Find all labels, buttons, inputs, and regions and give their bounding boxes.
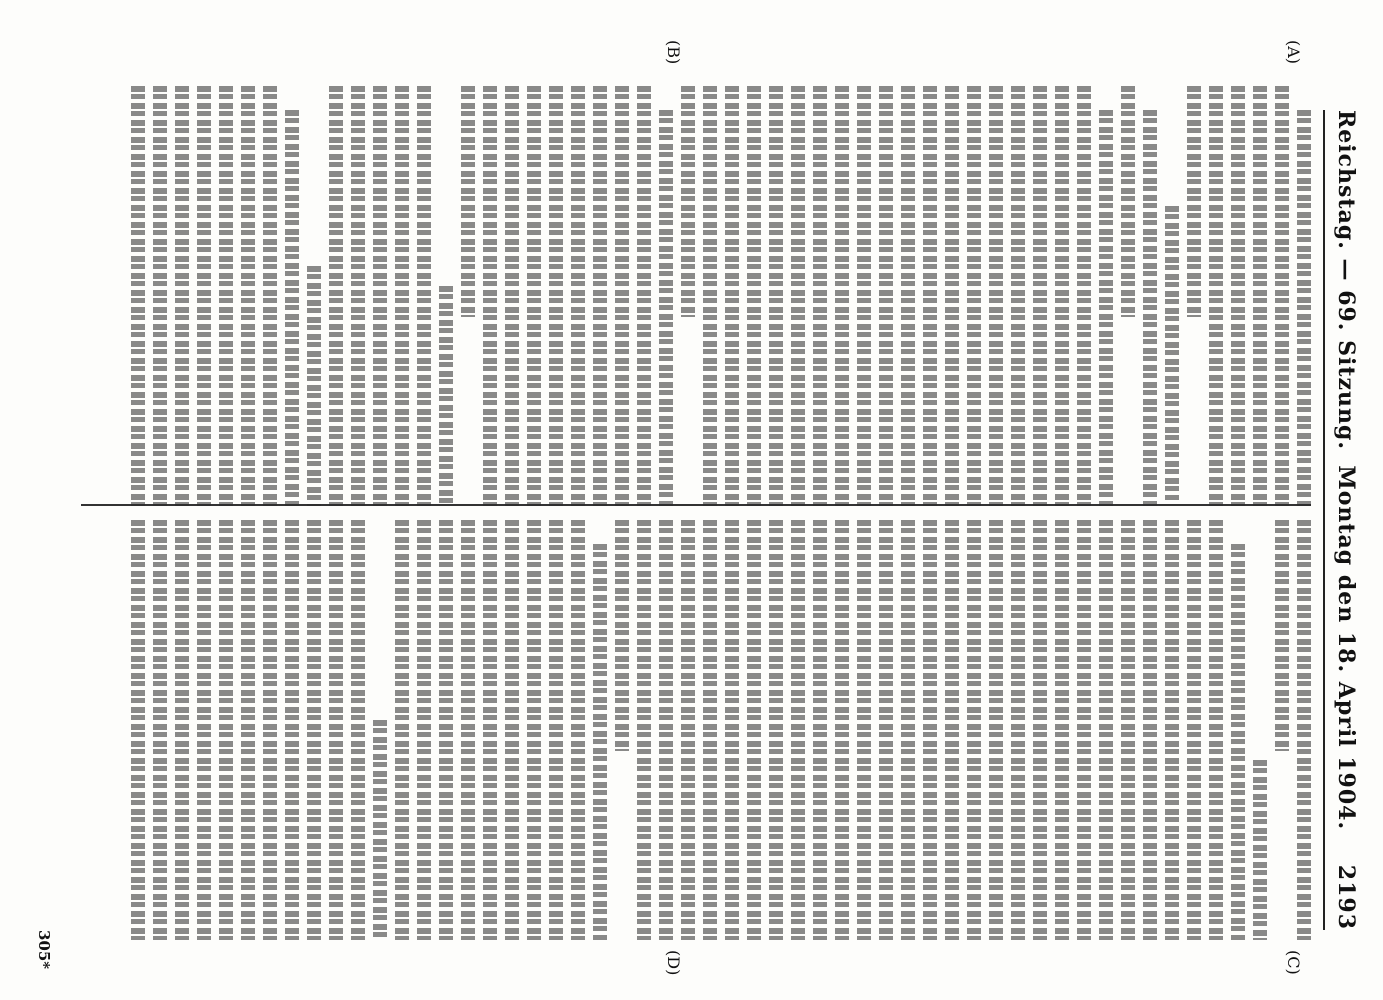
text-line (131, 86, 145, 506)
text-line (857, 520, 871, 940)
header-left: Reichstag. — 69. Sitzung. (1333, 110, 1359, 451)
running-header (1323, 110, 1365, 930)
text-line (681, 86, 695, 317)
text-line (659, 520, 673, 940)
text-line (1231, 86, 1245, 506)
text-line (813, 520, 827, 940)
text-line (1297, 110, 1311, 506)
text-line (197, 520, 211, 940)
text-line (813, 86, 827, 506)
text-line (1011, 86, 1025, 506)
text-line (791, 520, 805, 940)
text-line (725, 520, 739, 940)
text-line (505, 520, 519, 940)
text-line (417, 520, 431, 940)
text-line (219, 520, 233, 940)
text-line (725, 86, 739, 506)
text-line (1165, 206, 1179, 500)
text-line (153, 520, 167, 940)
text-line (329, 520, 343, 940)
left-column (81, 86, 1311, 506)
text-line (1099, 110, 1113, 506)
text-line (857, 86, 871, 506)
text-line (1099, 520, 1113, 940)
text-line (175, 520, 189, 940)
text-line (967, 86, 981, 506)
text-line (219, 86, 233, 506)
text-line (835, 520, 849, 940)
text-line (373, 86, 387, 506)
text-line (703, 520, 717, 940)
text-line (263, 520, 277, 940)
text-line (571, 86, 585, 506)
text-line (263, 86, 277, 506)
text-line (593, 544, 607, 940)
text-line (1209, 86, 1223, 506)
text-line (197, 86, 211, 506)
text-line (549, 520, 563, 940)
text-line (615, 520, 629, 751)
text-line (549, 86, 563, 506)
text-line (395, 520, 409, 940)
text-line (615, 86, 629, 506)
text-line (1055, 520, 1069, 940)
text-line (967, 520, 981, 940)
text-line (1143, 520, 1157, 940)
text-line (1187, 520, 1201, 940)
margin-mark-c: (C) (1284, 950, 1303, 975)
text-line (703, 86, 717, 506)
text-line (527, 86, 541, 506)
text-line (1077, 520, 1091, 940)
text-line (1253, 86, 1267, 506)
text-line (175, 86, 189, 506)
text-line (285, 520, 299, 940)
text-line (417, 86, 431, 506)
text-line (1033, 86, 1047, 506)
text-line (395, 86, 409, 506)
text-line (483, 86, 497, 506)
text-line (791, 86, 805, 506)
text-line (131, 520, 145, 940)
text-line (989, 86, 1003, 506)
text-line (1297, 520, 1311, 940)
right-column (81, 520, 1311, 940)
text-line (1165, 520, 1179, 940)
text-line (307, 266, 321, 506)
text-line (681, 520, 695, 940)
text-line (483, 520, 497, 940)
text-line (351, 520, 365, 940)
text-line (351, 86, 365, 506)
margin-mark-d: (D) (664, 950, 683, 976)
text-line (593, 86, 607, 506)
margin-mark-b: (B) (664, 40, 683, 65)
text-line (1121, 520, 1135, 940)
text-line (1209, 520, 1223, 940)
text-line (945, 520, 959, 940)
text-line (241, 86, 255, 506)
margin-mark-a: (A) (1284, 40, 1303, 65)
text-line (285, 110, 299, 506)
header-right: Montag den 18. April 1904. 2193 (1333, 465, 1359, 930)
text-line (153, 86, 167, 506)
text-line (637, 86, 651, 506)
text-line (747, 86, 761, 506)
text-line (1253, 760, 1267, 940)
text-line (241, 520, 255, 940)
text-line (461, 86, 475, 317)
text-line (439, 520, 453, 940)
text-line (527, 520, 541, 940)
text-line (1121, 86, 1135, 317)
text-line (901, 520, 915, 940)
text-line (923, 86, 937, 506)
text-line (1275, 520, 1289, 751)
text-line (659, 110, 673, 506)
text-line (835, 86, 849, 506)
text-line (329, 86, 343, 506)
text-line (1143, 110, 1157, 506)
text-line (1231, 544, 1245, 940)
text-line (769, 86, 783, 506)
text-line (1011, 520, 1025, 940)
text-line (637, 520, 651, 940)
text-line (879, 86, 893, 506)
page-number: 2193 (1333, 864, 1359, 930)
page-signature: 305* (35, 930, 53, 970)
text-line (373, 720, 387, 940)
text-line (945, 86, 959, 506)
text-line (989, 520, 1003, 940)
text-line (879, 520, 893, 940)
text-line (1033, 520, 1047, 940)
text-line (923, 520, 937, 940)
text-line (1077, 86, 1091, 506)
text-line (307, 520, 321, 940)
text-line (461, 520, 475, 940)
text-line (571, 520, 585, 940)
text-line (747, 520, 761, 940)
text-line (1187, 86, 1201, 317)
text-line (901, 86, 915, 506)
text-line (1275, 86, 1289, 506)
text-line (505, 86, 519, 506)
text-line (439, 286, 453, 506)
text-line (769, 520, 783, 940)
text-line (1055, 86, 1069, 506)
